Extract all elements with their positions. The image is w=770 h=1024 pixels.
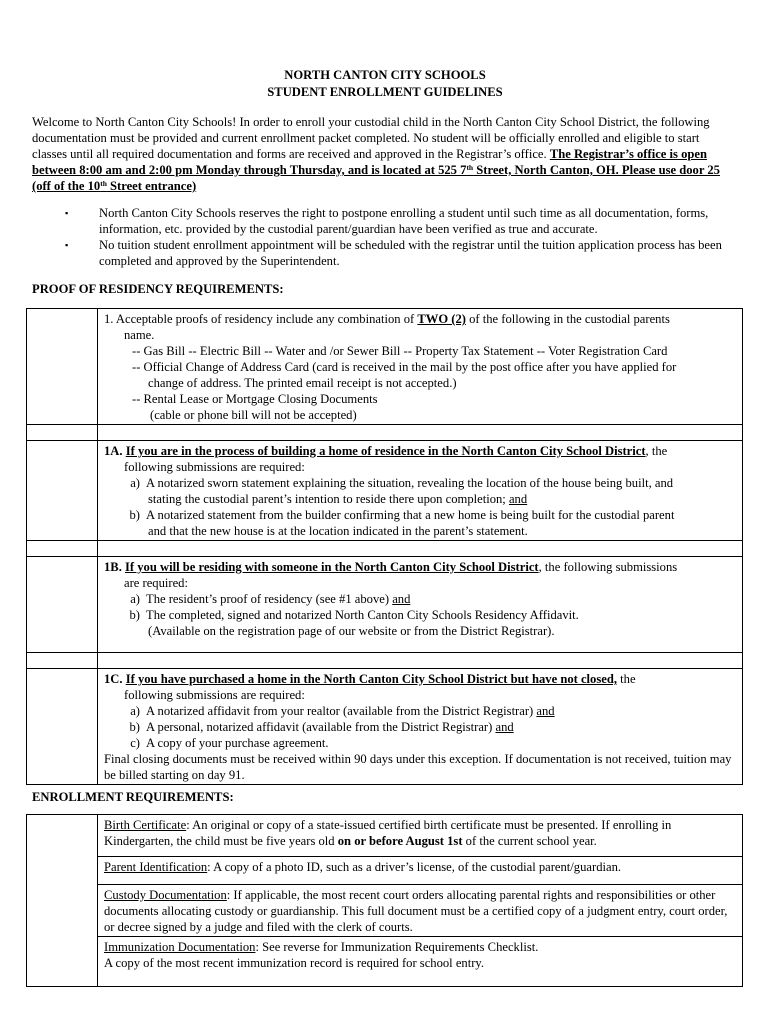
residency-table [26,308,743,785]
intro-paragraph [32,114,732,194]
table-row [27,309,743,425]
residency-section-1: 1. Acceptable proofs of residency include any combination of TWO (2) of the following in the custodial parents name. -- Gas Bill -- Electric Bill -- Water and /or Sewer Bill -- Property Tax Statement -- Voter Registration Card -- Official Change of Address Card (card is received in the mail by the post office after you have applied for change of address. The printed email receipt is not accepted.) -- Rental Lease or Mortgage Closing Documents (cable or phone bill will not be accepted) [98,309,743,425]
table-row [27,653,743,669]
table-row [27,815,743,857]
document-title: NORTH CANTON CITY SCHOOLS [284,68,486,82]
table-row [27,441,743,541]
custody-documentation-requirement: Custody Documentation: If applicable, the most recent court orders allocating parental rights and responsibilities or other documents allocating custody or guardianship. This full document must be a certified copy of a judgment entry, court order, or decree signed by a judge and filed with the clerk of courts. [98,885,743,937]
list-item: ▪ North Canton City Schools reserves the right to postpone enrolling a student until such time as all documentation, forms, information, etc. provided by the custodial parent/guardian have been verified as true and accurate. [65,206,709,236]
document-subtitle: STUDENT ENROLLMENT GUIDELINES [267,85,503,99]
table-row [27,669,743,785]
parent-identification-requirement: Parent Identification: A copy of a photo ID, such as a driver’s license, of the custodial parent/guardian. [98,857,743,885]
table-row [27,557,743,653]
table-row [27,937,743,987]
table-row [27,857,743,885]
residency-heading: PROOF OF RESIDENCY REQUIREMENTS: [32,282,284,296]
immunization-documentation-requirement: Immunization Documentation: See reverse for Immunization Requirements Checklist. A copy of the most recent immunization record is required for school entry. [98,937,743,987]
residency-section-1c: 1C. If you have purchased a home in the North Canton City School District but have not closed, the following submissions are required: a) A notarized affidavit from your realtor (available from the District Registrar) and b) A personal, notarized affidavit (available from the District Registrar) and c) A copy of your purchase agreement. Final closing documents must be received within 90 days under this exception. If documentation is not received, tuition may be billed starting on day 91. [98,669,743,785]
registrar-hours: The Registrar’s office is open between 8:00 am and 2:00 pm Monday through Thursday, and is located at 525 7th Street, North Canton, OH. Please use door 25 (off of the 10th Street entrance) [32,147,720,193]
bullet-icon: ▪ [65,208,69,218]
policy-bullet-list [62,205,722,269]
table-row [27,425,743,441]
residency-section-1a: 1A. If you are in the process of building a home of residence in the North Canton City School District, the following submissions are required: a) A notarized sworn statement explaining the situation, revealing the location of the house being built, and stating the custodial parent’s intention to reside there upon completion; and b) A notarized statement from the builder confirming that a new home is being built for the custodial parent and that the new house is at the location indicated in the parent’s statement. [98,441,743,541]
table-row [27,541,743,557]
bullet-icon: ▪ [65,240,69,250]
enrollment-table [26,814,743,987]
table-row [27,885,743,937]
intro-text: Welcome to North Canton City Schools! In order to enroll your custodial child in the North Canton City School District, the following documentation must be provided and current enrollment packet completed. No student will be officially enrolled and eligible to start classes until all required documentation and forms are received and approved in the Registrar’s office. [32,115,710,161]
enrollment-heading: ENROLLMENT REQUIREMENTS: [32,790,234,804]
birth-certificate-requirement: Birth Certificate: An original or copy of a state-issued certified birth certificate must be presented. If enrolling in Kindergarten, the child must be five years old on or before August 1st of the current school year. [98,815,743,857]
list-item: ▪ No tuition student enrollment appointment will be scheduled with the registrar until the tuition application process has been completed and approved by the Superintendent. [65,238,722,268]
residency-section-1b: 1B. If you will be residing with someone in the North Canton City School District, the following submissions are required: a) The resident’s proof of residency (see #1 above) and b) The completed, signed and notarized North Canton City Schools Residency Affidavit. (Available on the registration page of our website or from the District Registrar). [98,557,743,653]
